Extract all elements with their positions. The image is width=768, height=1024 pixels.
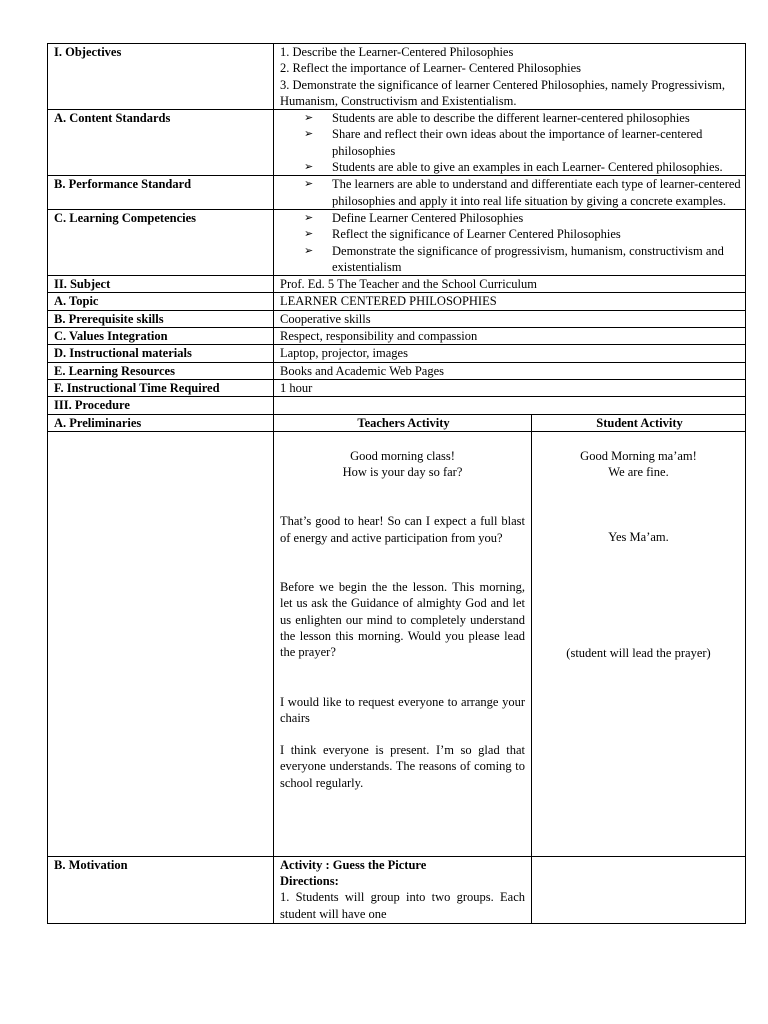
content-standards-list	[280, 110, 741, 175]
preliminaries-label: A. Preliminaries	[48, 414, 274, 431]
teacher-greeting	[280, 448, 525, 481]
motivation-student-cell	[532, 856, 746, 923]
resources-label: E. Learning Resources	[48, 362, 274, 379]
topic-value: LEARNER CENTERED PHILOSOPHIES	[274, 293, 746, 310]
prerequisite-row	[48, 310, 746, 327]
teacher-prayer-request: Before we begin the the lesson. This morning, let us ask the Guidance of almighty God and let us enlighten our mind to completely understand the lesson this morning. Would you please lead the prayer?	[280, 580, 525, 660]
motivation-label: B. Motivation	[48, 856, 274, 923]
values-row	[48, 328, 746, 345]
teacher-activity-cell	[274, 431, 532, 856]
objectives-row	[48, 44, 746, 110]
objectives-list	[274, 44, 746, 110]
objective-item: 2. Reflect the importance of Learner- Centered Philosophies	[280, 61, 582, 76]
preliminaries-empty-label	[48, 431, 274, 856]
learning-competencies-list	[280, 210, 741, 275]
preliminaries-header-row	[48, 414, 746, 431]
performance-standard-list	[280, 176, 741, 209]
student-prayer-response: (student will lead the prayer)	[566, 645, 711, 660]
motivation-teacher-cell	[274, 856, 532, 923]
time-row	[48, 379, 746, 396]
preliminaries-body-row	[48, 431, 746, 856]
student-greeting-line: Good Morning ma’am!	[580, 448, 697, 463]
objectives-label: I. Objectives	[48, 44, 274, 110]
resources-value: Books and Academic Web Pages	[274, 362, 746, 379]
student-activity-cell	[532, 431, 746, 856]
lesson-plan	[47, 43, 746, 924]
prerequisite-value: Cooperative skills	[274, 310, 746, 327]
competency-item: ➢ Reflect the significance of Learner Centered Philosophies	[326, 226, 741, 242]
lesson-plan-table	[47, 43, 746, 924]
time-value: 1 hour	[274, 379, 746, 396]
subject-value: Prof. Ed. 5 The Teacher and the School Curriculum	[274, 276, 746, 293]
student-activity-header: Student Activity	[532, 414, 746, 431]
teacher-expectation: That’s good to hear! So can I expect a full blast of energy and active participation from you?	[280, 514, 525, 545]
competency-item: ➢ Demonstrate the significance of progressivism, humanism, constructivism and existentialism	[326, 243, 741, 276]
procedure-value	[274, 397, 746, 414]
performance-standard-label: B. Performance Standard	[48, 176, 274, 210]
materials-label: D. Instructional materials	[48, 345, 274, 362]
student-greeting-line: We are fine.	[608, 465, 669, 480]
content-standard-item: ➢ Students are able to describe the different learner-centered philosophies	[326, 110, 741, 126]
procedure-row	[48, 397, 746, 414]
learning-competencies-label: C. Learning Competencies	[48, 209, 274, 275]
student-yes-response: Yes Ma’am.	[608, 530, 669, 545]
motivation-directions: Directions:	[280, 874, 339, 889]
objective-item: 3. Demonstrate the significance of learner Centered Philosophies, namely Progressivism, Humanism, Constructivism and Existentialism.	[280, 77, 726, 108]
topic-label: A. Topic	[48, 293, 274, 310]
topic-row	[48, 293, 746, 310]
motivation-step: 1. Students will group into two groups. Each student will have one	[280, 890, 525, 921]
competency-item: ➢ Define Learner Centered Philosophies	[326, 210, 741, 226]
content-standard-item: ➢ Share and reflect their own ideas about the importance of learner-centered philosophies	[326, 126, 741, 159]
teacher-chairs-request: I would like to request everyone to arrange your chairs	[280, 694, 525, 725]
procedure-label: III. Procedure	[48, 397, 274, 414]
values-value: Respect, responsibility and compassion	[274, 328, 746, 345]
performance-standard-row	[48, 176, 746, 210]
content-standards-label: A. Content Standards	[48, 110, 274, 176]
materials-value: Laptop, projector, images	[274, 345, 746, 362]
motivation-activity-title: Activity : Guess the Picture	[280, 857, 427, 872]
performance-standard-item: ➢ The learners are able to understand and differentiate each type of learner-centered philosophies and apply it into real life situation by giving a concrete examples.	[326, 176, 741, 209]
subject-row	[48, 276, 746, 293]
objective-item: 1. Describe the Learner-Centered Philosophies	[280, 45, 514, 59]
subject-label: II. Subject	[48, 276, 274, 293]
values-label: C. Values Integration	[48, 328, 274, 345]
teacher-greeting-line: How is your day so far?	[342, 465, 463, 480]
content-standards-row	[48, 110, 746, 176]
prerequisite-label: B. Prerequisite skills	[48, 310, 274, 327]
resources-row	[48, 362, 746, 379]
learning-competencies-row	[48, 209, 746, 275]
teacher-greeting-line: Good morning class!	[350, 448, 455, 463]
teachers-activity-header: Teachers Activity	[274, 414, 532, 431]
time-label: F. Instructional Time Required	[48, 379, 274, 396]
content-standard-item: ➢ Students are able to give an examples in each Learner- Centered philosophies.	[326, 159, 741, 175]
teacher-attendance: I think everyone is present. I’m so glad that everyone understands. The reasons of coming to school regularly.	[280, 743, 525, 790]
motivation-row	[48, 856, 746, 923]
materials-row	[48, 345, 746, 362]
